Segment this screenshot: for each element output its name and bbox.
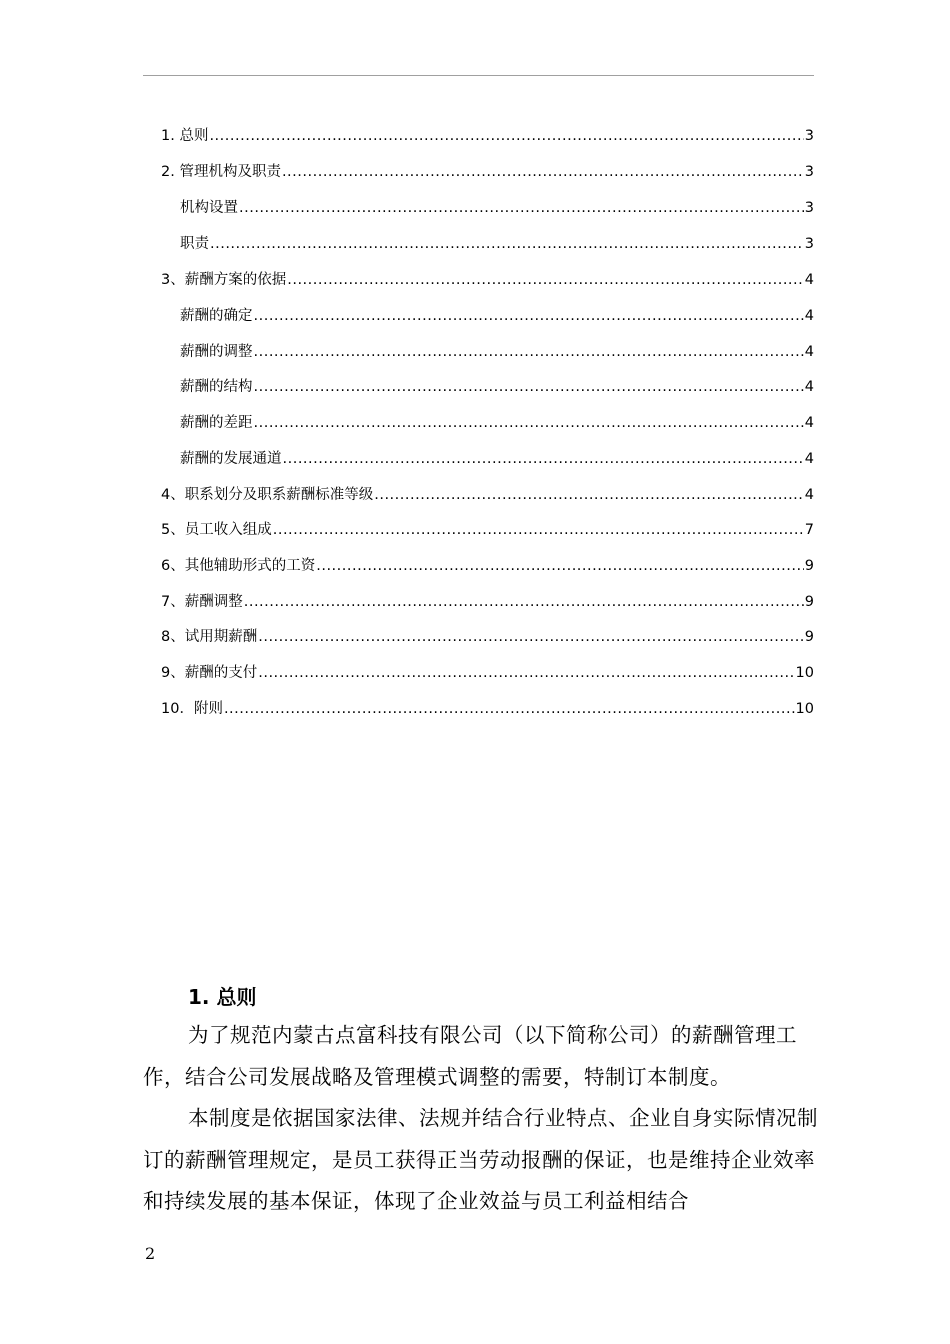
toc-entry-label: 2. 管理机构及职责 [161, 164, 281, 180]
toc-entry-label: 9、薪酬的支付 [161, 665, 258, 681]
toc-entry-page: 9 [804, 594, 814, 610]
toc-entry-page: 10 [795, 665, 814, 681]
toc-leader [282, 162, 804, 182]
toc-entry[interactable] [161, 126, 814, 146]
toc-entry[interactable] [161, 485, 814, 505]
toc-entry[interactable] [161, 270, 814, 290]
toc-entry[interactable] [161, 520, 814, 540]
toc-entry-label: 薪酬的确定 [180, 308, 253, 324]
toc-leader [374, 485, 804, 505]
toc-leader [258, 627, 804, 647]
toc-entry[interactable] [180, 413, 814, 433]
toc-entry[interactable] [161, 592, 814, 612]
toc-entry[interactable] [180, 449, 814, 469]
toc-entry-page: 4 [804, 451, 814, 467]
header-rule [143, 75, 814, 76]
toc-entry-page: 9 [804, 558, 814, 574]
toc-entry[interactable] [161, 663, 814, 683]
toc-entry-page: 4 [804, 379, 814, 395]
toc-leader [254, 413, 804, 433]
toc-leader [209, 126, 803, 146]
toc-leader [210, 234, 804, 254]
toc-leader [224, 699, 795, 719]
toc-entry[interactable] [161, 162, 814, 182]
toc-entry-page: 4 [804, 415, 814, 431]
toc-entry[interactable] [180, 306, 814, 326]
toc-entry-page: 10 [795, 701, 814, 717]
toc-entry[interactable] [161, 699, 814, 719]
toc-entry-label: 职责 [180, 236, 209, 252]
toc-leader [273, 520, 804, 540]
toc-leader [283, 449, 804, 469]
toc-entry-page: 3 [804, 200, 814, 216]
section-heading: 1. 总则 [188, 985, 257, 1009]
toc-entry[interactable] [180, 342, 814, 362]
toc-leader [239, 198, 804, 218]
toc-entry-page: 4 [804, 272, 814, 288]
toc-entry[interactable] [180, 377, 814, 397]
toc-entry-label: 8、试用期薪酬 [161, 629, 258, 645]
toc-entry-label: 6、其他辅助形式的工资 [161, 558, 316, 574]
toc-entry-label: 5、员工收入组成 [161, 522, 272, 538]
toc-entry-page: 4 [804, 308, 814, 324]
toc-entry-label: 薪酬的发展通道 [180, 451, 282, 467]
page-number: 2 [145, 1244, 156, 1263]
toc-entry[interactable] [180, 234, 814, 254]
toc-entry-page: 3 [804, 236, 814, 252]
toc-leader [254, 377, 804, 397]
toc-entry-label: 薪酬的差距 [180, 415, 253, 431]
toc-entry-label: 4、职系划分及职系薪酬标准等级 [161, 487, 374, 503]
toc-entry-label: 7、薪酬调整 [161, 594, 243, 610]
toc-entry-page: 4 [804, 344, 814, 360]
body-paragraph: 本制度是依据国家法律、法规并结合行业特点、企业自身实际情况制订的薪酬管理规定，是员工获得正当劳动报酬的保证，也是维持企业效率和持续发展的基本保证，体现了企业效益与员工利益相结合 [143, 1106, 818, 1213]
toc-leader [316, 556, 804, 576]
toc-leader [244, 592, 804, 612]
toc-entry-page: 3 [804, 128, 814, 144]
toc-entry-page: 9 [804, 629, 814, 645]
toc-entry-label: 机构设置 [180, 200, 238, 216]
toc-entry-label: 1. 总则 [161, 128, 209, 144]
toc-entry-page: 7 [804, 522, 814, 538]
toc-entry-label: 薪酬的调整 [180, 344, 253, 360]
toc-entry[interactable] [180, 198, 814, 218]
toc-entry-page: 4 [804, 487, 814, 503]
toc-leader [287, 270, 804, 290]
toc-leader [254, 342, 804, 362]
toc-entry[interactable] [161, 556, 814, 576]
toc-entry-label: 薪酬的结构 [180, 379, 253, 395]
toc-entry-label: 10．附则 [161, 701, 223, 717]
toc-leader [254, 306, 804, 326]
toc-entry-label: 3、薪酬方案的依据 [161, 272, 287, 288]
toc-entry[interactable] [161, 627, 814, 647]
toc-leader [258, 663, 794, 683]
toc-entry-page: 3 [804, 164, 814, 180]
body-paragraph: 为了规范内蒙古点富科技有限公司（以下简称公司）的薪酬管理工作，结合公司发展战略及管理模式调整的需要，特制订本制度。 [143, 1023, 797, 1089]
